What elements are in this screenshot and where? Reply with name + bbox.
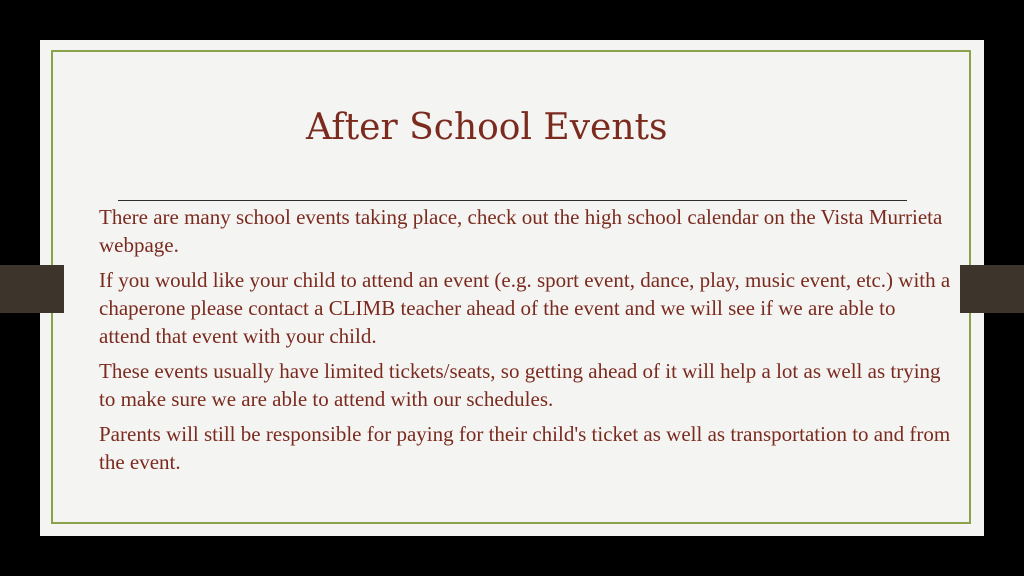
right-decorative-tab	[960, 265, 1024, 313]
paragraph-chaperone: If you would like your child to attend an event (e.g. sport event, dance, play, music event, etc.) with a chaperone please contact a CLIMB teacher ahead of the event and we will see if we are able to attend that event with your child.	[99, 268, 951, 348]
slide-body	[99, 203, 951, 483]
paragraph-payment: Parents will still be responsible for paying for their child's ticket as well as transportation to and from the event.	[99, 422, 951, 474]
title-divider	[118, 200, 907, 201]
paragraph-tickets: These events usually have limited tickets/seats, so getting ahead of it will help a lot as well as trying to make sure we are able to attend with our schedules.	[99, 359, 941, 411]
slide-title: After School Events	[306, 107, 668, 148]
paragraph-calendar: There are many school events taking place, check out the high school calendar on the Vista Murrieta webpage.	[99, 205, 943, 257]
left-decorative-tab	[0, 265, 64, 313]
